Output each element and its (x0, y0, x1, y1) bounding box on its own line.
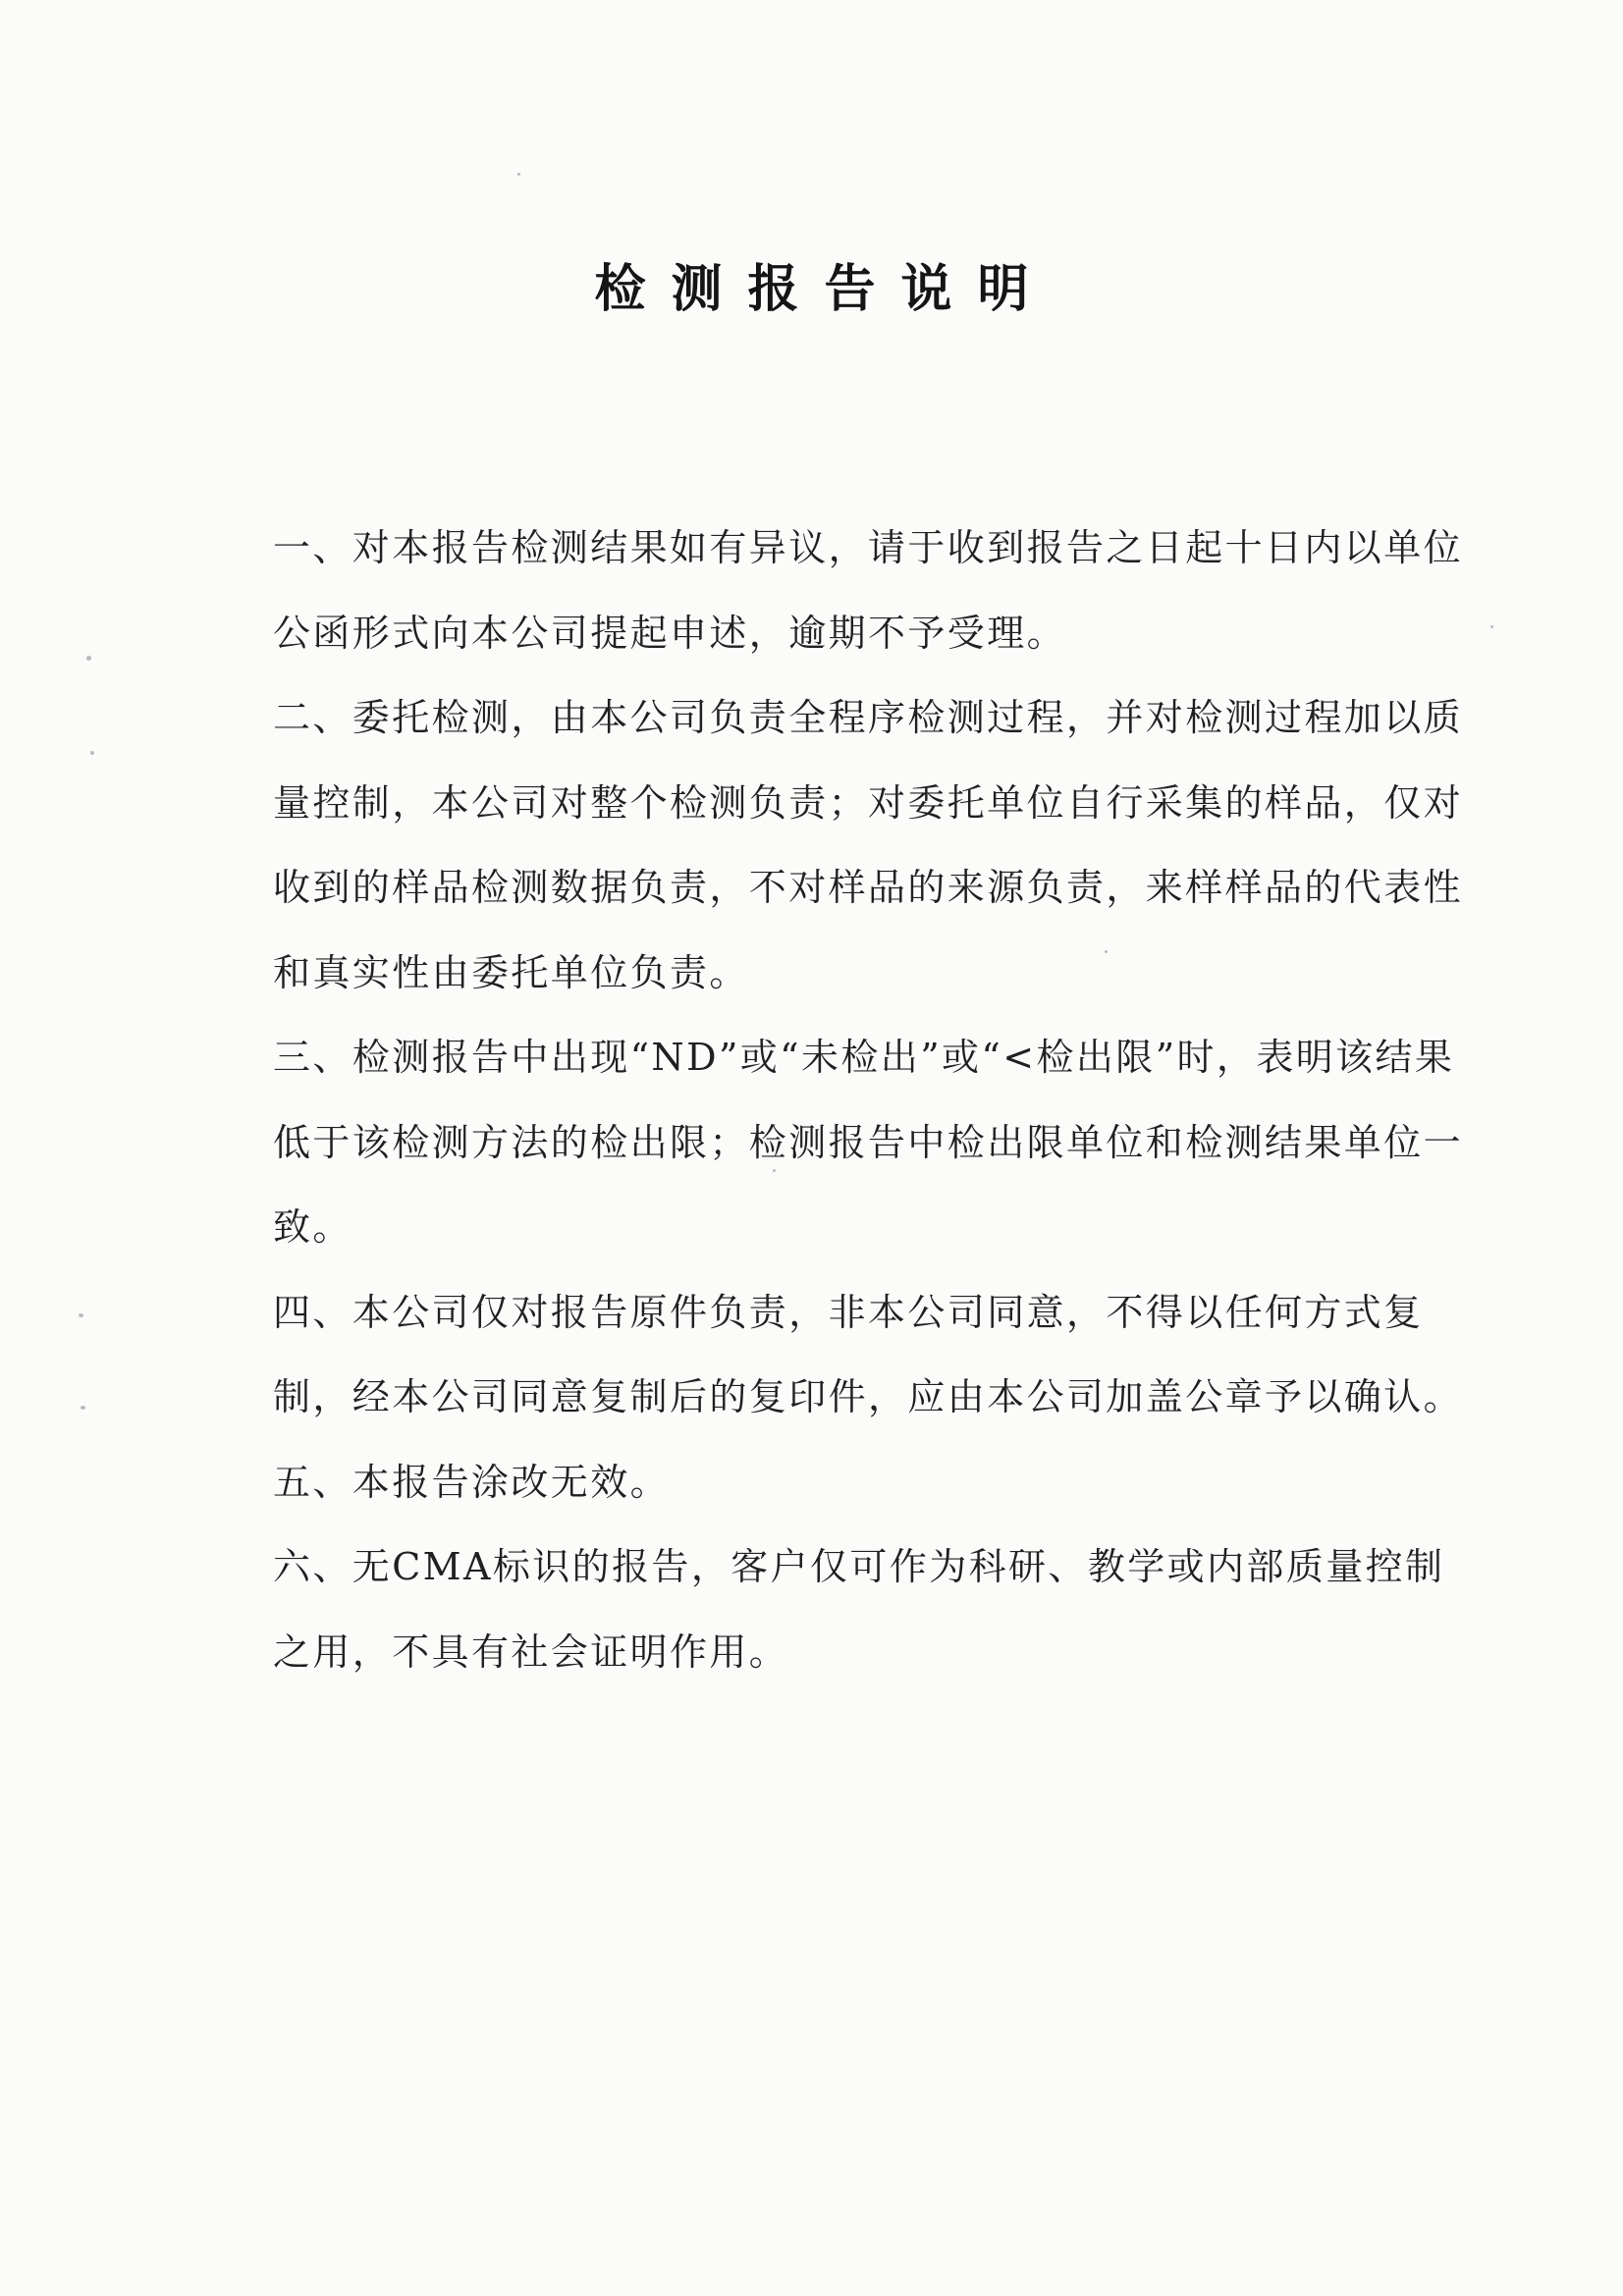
scan-speck (86, 656, 91, 661)
clause-1: 一、对本报告检测结果如有异议，请于收到报告之日起十日内以单位公函形式向本公司提起申述，逾期不予受理。 (273, 526, 1464, 655)
clause-5: 五、本报告涂改无效。 (273, 1460, 671, 1504)
scan-speck (773, 1169, 776, 1172)
scan-speck (1105, 950, 1108, 953)
clause-3: 三、检测报告中出现“ND”或“未检出”或“<检出限”时，表明该结果低于该检测方法的检出限；检测报告中检出限单位和检测结果单位一致。 (273, 1036, 1464, 1249)
scan-speck (1490, 625, 1493, 628)
scan-speck (81, 1406, 85, 1410)
document-title: 检测报告说明 (594, 259, 1055, 319)
scan-speck (90, 751, 94, 755)
scan-speck (517, 173, 520, 176)
clause-4: 四、本公司仅对报告原件负责，非本公司同意，不得以任何方式复制，经本公司同意复制后的复印件，应由本公司加盖公章予以确认。 (273, 1290, 1464, 1418)
scan-speck (79, 1313, 83, 1317)
document-body (273, 506, 1471, 1694)
clause-2: 二、委托检测，由本公司负责全程序检测过程，并对检测过程加以质量控制，本公司对整个检测负责；对委托单位自行采集的样品，仅对收到的样品检测数据负责，不对样品的来源负责，来样样品的代表性和真实性由委托单位负责。 (273, 696, 1464, 994)
clause-6: 六、无CMA标识的报告，客户仅可作为科研、教学或内部质量控制之用，不具有社会证明作用。 (273, 1545, 1445, 1674)
